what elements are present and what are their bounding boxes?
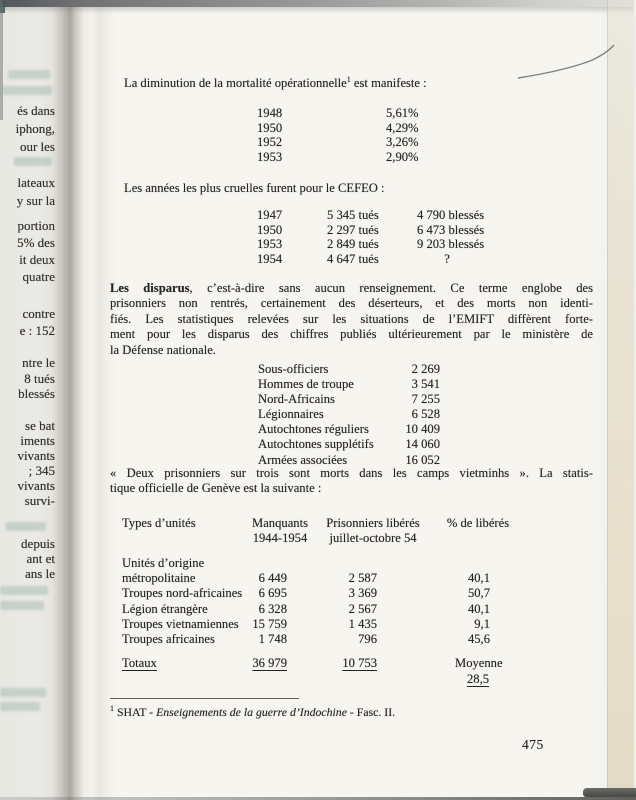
unit-cell: métropolitaine [122, 571, 196, 586]
header-types: Types d’unités [122, 516, 196, 530]
casualties-table [110, 208, 593, 266]
category-cell: Légionnaires [258, 407, 324, 422]
footnote [110, 705, 510, 720]
pct-cell: 9,1 [474, 616, 490, 631]
count-cell: 6 528 [411, 407, 440, 422]
category-cell: Autochtones supplétifs [258, 437, 374, 452]
margin-fragment: contre [22, 306, 55, 321]
unit-cell: Troupes nord-africaines [122, 586, 243, 601]
geneva-paragraph [110, 466, 593, 497]
killed-cell: 2 849 tués [327, 237, 379, 251]
table-row [110, 632, 593, 647]
manquants-cell: 15 759 [252, 616, 287, 631]
paragraph-line: la Défense nationale. [110, 342, 216, 357]
paragraph-line: tique officielle de Genève est la suivante : [110, 481, 322, 496]
footnote-rule [110, 698, 299, 699]
year-cell: 1953 [257, 237, 283, 251]
cruel-years-paragraph: Les années les plus cruelles furent pour le CEFEO : [124, 181, 385, 195]
table-row [110, 252, 593, 267]
count-cell: 2 269 [411, 362, 440, 376]
margin-fragment: iphong, [15, 121, 55, 136]
intro-text: La diminution de la mortalité opérationnelle [124, 76, 347, 90]
footnote-marker: 1 [110, 704, 114, 714]
margin-fragment: it deux [19, 252, 55, 267]
killed-cell: 5 345 tués [327, 208, 379, 222]
table-row [110, 135, 593, 150]
pct-cell: 45,6 [467, 631, 490, 646]
category-cell: Hommes de troupe [258, 377, 354, 392]
page-number: 475 [522, 737, 544, 752]
margin-fragment: portion [17, 218, 55, 233]
wounded-cell: ? [444, 251, 450, 266]
margin-fragment: lateaux [17, 175, 55, 190]
wounded-cell: 9 203 blessés [417, 237, 485, 251]
margin-fragment: our les [19, 139, 55, 154]
count-cell: 14 060 [405, 437, 440, 452]
liberes-cell: 2 567 [348, 601, 377, 616]
totals-manquants-value: 36 979 [252, 656, 287, 670]
table-row [110, 392, 593, 407]
count-cell: 7 255 [411, 392, 440, 407]
table-row [110, 223, 593, 238]
wounded-cell: 4 790 blessés [417, 208, 485, 222]
margin-fragment: survi- [24, 493, 55, 508]
header-manquants-period: 1944-1954 [252, 531, 308, 545]
pct-cell: 40,1 [467, 571, 490, 586]
year-cell: 1953 [257, 149, 283, 164]
year-cell: 1950 [257, 222, 283, 237]
moyenne-label: Moyenne [455, 656, 503, 670]
year-cell: 1948 [257, 106, 283, 120]
disparus-lead: Les disparus [110, 281, 190, 295]
manquants-cell: 6 695 [258, 586, 287, 601]
header-manquants: Manquants [252, 516, 308, 530]
unit-cell: Troupes vietnamiennes [122, 616, 239, 631]
count-cell: 10 409 [405, 422, 440, 437]
table-row [110, 571, 593, 586]
category-cell: Armées associées [258, 452, 348, 467]
mortality-rate-table [110, 106, 593, 164]
unit-cell: Unités d’origine [122, 556, 205, 570]
category-cell: Nord-Africains [258, 392, 335, 407]
margin-fragment: e : 152 [19, 323, 55, 338]
totals-label: Totaux [122, 656, 157, 670]
table-row [110, 121, 593, 136]
table-row [110, 150, 593, 165]
table-row [110, 377, 593, 392]
table-row [110, 106, 593, 121]
table-row [110, 407, 593, 422]
paragraph-line: ment pour les disparus des chiffres publiés ultérieurement par le ministère de [110, 327, 593, 342]
rate-cell: 3,26% [386, 135, 419, 149]
missing-by-category-table [110, 362, 593, 468]
table-row [110, 362, 593, 377]
footnote-text-end: - Fasc. II. [346, 705, 396, 719]
margin-fragment: 5% des [17, 235, 55, 250]
liberes-cell: 3 369 [348, 586, 377, 601]
liberes-cell: 796 [358, 631, 377, 646]
liberes-cell: 1 435 [348, 616, 377, 631]
table-row [110, 422, 593, 437]
margin-fragment: ant et [26, 551, 55, 566]
margin-fragment: se bat [25, 418, 55, 433]
totals-liberes [325, 656, 377, 671]
totals-liberes-value: 10 753 [342, 656, 377, 670]
unit-cell: Légion étrangère [122, 601, 208, 616]
margin-fragment: ; 345 [28, 463, 55, 478]
table-row [110, 208, 593, 223]
year-cell: 1950 [257, 120, 283, 135]
intro-text-end: est manifeste : [350, 76, 427, 90]
prisoners-table-body [110, 556, 593, 647]
killed-cell: 4 647 tués [327, 251, 379, 266]
category-cell: Sous-officiers [258, 362, 329, 376]
totals-row [110, 656, 593, 690]
year-cell: 1947 [257, 208, 283, 222]
table-row [110, 602, 593, 617]
unit-cell: Troupes africaines [122, 631, 215, 646]
paragraph-line [110, 281, 593, 296]
wounded-cell: 6 473 blessés [417, 222, 485, 237]
margin-fragment: ntre le [22, 355, 55, 370]
table-row [110, 437, 593, 452]
moyenne-value: 28,5 [466, 672, 490, 686]
year-cell: 1954 [257, 251, 283, 266]
table-row [110, 237, 593, 252]
paragraph-line: prisonniers non rentrés, certainement des déserteurs, et des morts non identi- [110, 296, 593, 311]
margin-fragment: és dans [17, 103, 55, 118]
category-cell: Autochtones réguliers [258, 422, 369, 437]
margin-fragment: iments [20, 433, 55, 448]
margin-fragment: depuis [21, 536, 55, 551]
table-row [110, 586, 593, 601]
margin-fragment: vivants [17, 478, 55, 493]
table-row [110, 556, 593, 571]
margin-fragment: 8 tués [24, 371, 55, 386]
manquants-cell: 6 328 [258, 601, 287, 616]
margin-fragment: ans le [25, 566, 55, 581]
margin-fragment: y sur la [16, 193, 55, 208]
header-liberes-period: juillet-octobre 54 [329, 531, 417, 545]
disparus-paragraph [110, 281, 593, 358]
totals-manquants [210, 656, 287, 671]
liberes-cell: 2 587 [348, 571, 377, 586]
table-row [110, 617, 593, 632]
paragraph-line: fiés. Les statistiques relevées sur les situations de l’EMIFT diffèrent forte- [110, 311, 593, 326]
margin-fragment: blessés [18, 386, 55, 401]
pct-cell: 40,1 [467, 601, 490, 616]
intro-paragraph [110, 76, 593, 91]
paragraph-line: « Deux prisonniers sur trois sont morts dans les camps vietminhs ». La statis- [110, 466, 593, 480]
rate-cell: 4,29% [386, 120, 419, 135]
footnote-ref: 1 [346, 74, 351, 84]
manquants-cell: 6 449 [258, 571, 287, 586]
year-cell: 1952 [257, 135, 283, 149]
footnote-title: Enseignements de la guerre d’Indochine [156, 705, 347, 719]
paragraph-text: , c’est-à-dire sans aucun renseignement. Ce terme englobe des [189, 281, 593, 295]
count-cell: 16 052 [405, 452, 440, 467]
count-cell: 3 541 [411, 377, 440, 392]
header-pct: % de libérés [446, 516, 510, 530]
header-liberes: Prisonniers libérés [326, 516, 420, 530]
killed-cell: 2 297 tués [327, 222, 379, 237]
footnote-text: SHAT - [114, 705, 157, 719]
prisoners-table-header [110, 516, 593, 548]
margin-fragment: vivants [17, 448, 55, 463]
pct-cell: 50,7 [467, 586, 490, 601]
margin-fragment: quatre [22, 269, 55, 284]
rate-cell: 5,61% [386, 106, 419, 120]
manquants-cell: 1 748 [258, 631, 287, 646]
rate-cell: 2,90% [386, 149, 419, 164]
